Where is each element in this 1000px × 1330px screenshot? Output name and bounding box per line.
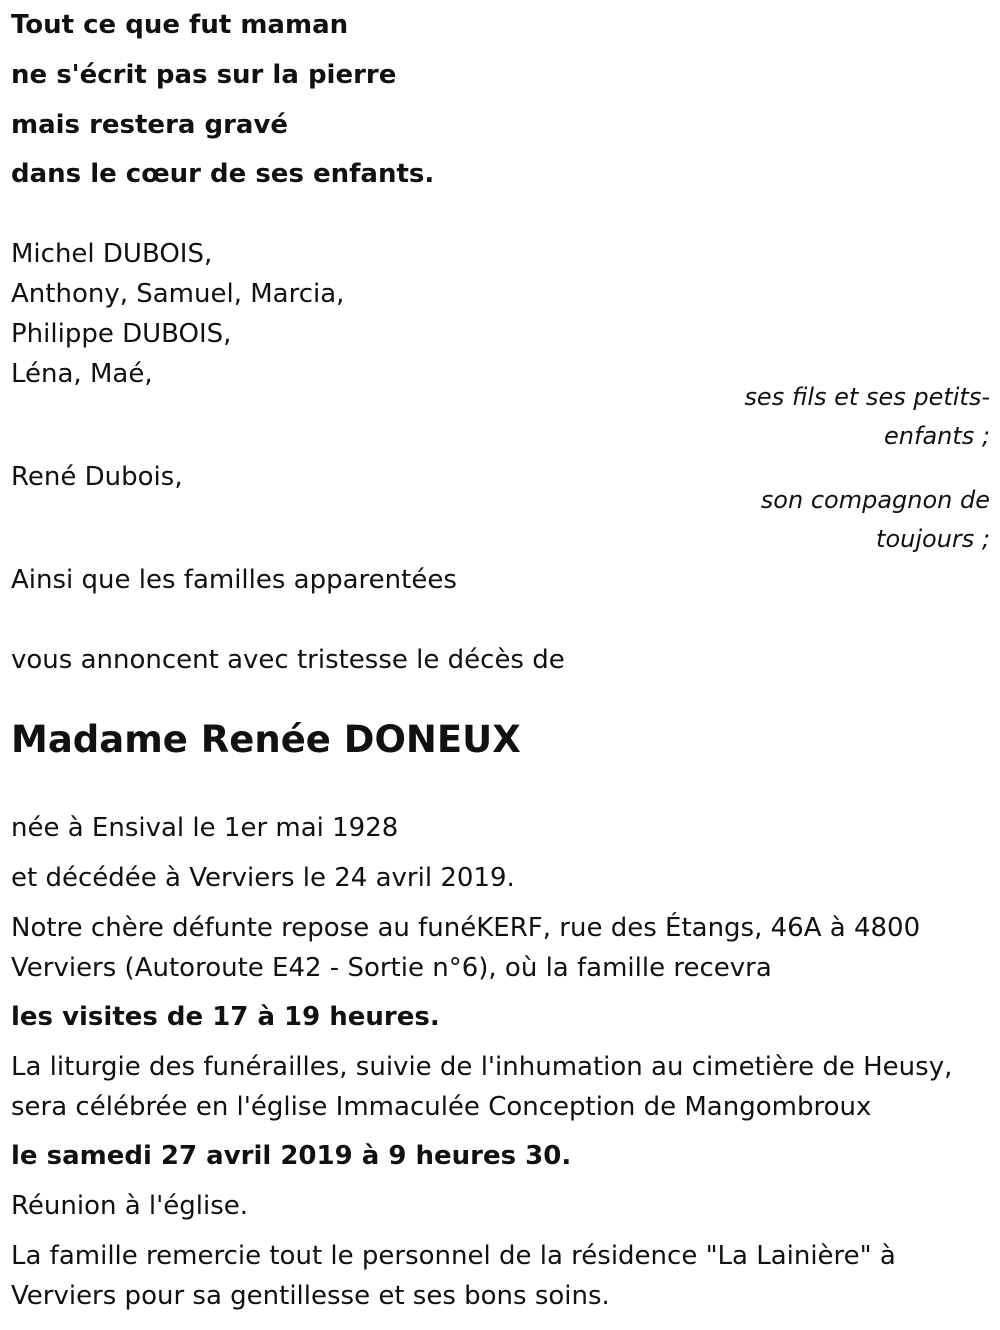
rest-location-line-2: Verviers (Autoroute E42 - Sortie n°6), où la famille recevra [11,953,772,983]
visits-line: les visites de 17 à 19 heures. [11,1002,440,1032]
family-son-4: Léna, Maé, [11,359,153,389]
sons-role-line-1: ses fils et ses petits- [744,383,990,411]
thanks-line-1: La famille remercie tout le personnel de la résidence "La Lainière" à [11,1241,896,1271]
family-son-2: Anthony, Samuel, Marcia, [11,279,345,309]
birth-line: née à Ensival le 1er mai 1928 [11,813,399,843]
companion-role-line-1: son compagnon de [760,486,990,514]
companion-name: René Dubois, [11,462,183,492]
thanks-line-2: Verviers pour sa gentillesse et ses bons soins. [11,1281,610,1311]
poem-line-4: dans le cœur de ses enfants. [11,159,435,189]
sons-role-line-2: enfants ; [884,422,990,450]
liturgy-line-1: La liturgie des funérailles, suivie de l'inhumation au cimetière de Heusy, [11,1052,953,1082]
ceremony-date-line: le samedi 27 avril 2019 à 9 heures 30. [11,1141,572,1171]
family-son-3: Philippe DUBOIS, [11,319,232,349]
death-line: et décédée à Verviers le 24 avril 2019. [11,863,515,893]
poem-line-3: mais restera gravé [11,110,289,140]
announcement-line: vous annoncent avec tristesse le décès de [11,645,565,675]
meeting-line: Réunion à l'église. [11,1191,249,1221]
liturgy-line-2: sera célébrée en l'église Immaculée Conception de Mangombroux [11,1092,872,1122]
poem-line-1: Tout ce que fut maman [11,10,349,40]
family-son-1: Michel DUBOIS, [11,239,213,269]
companion-role-line-2: toujours ; [876,525,990,553]
poem-line-2: ne s'écrit pas sur la pierre [11,60,397,90]
relatives-line: Ainsi que les familles apparentées [11,565,457,595]
deceased-name: Madame Renée DONEUX [11,718,521,761]
rest-location-line-1: Notre chère défunte repose au funéKERF, rue des Étangs, 46A à 4800 [11,913,921,943]
